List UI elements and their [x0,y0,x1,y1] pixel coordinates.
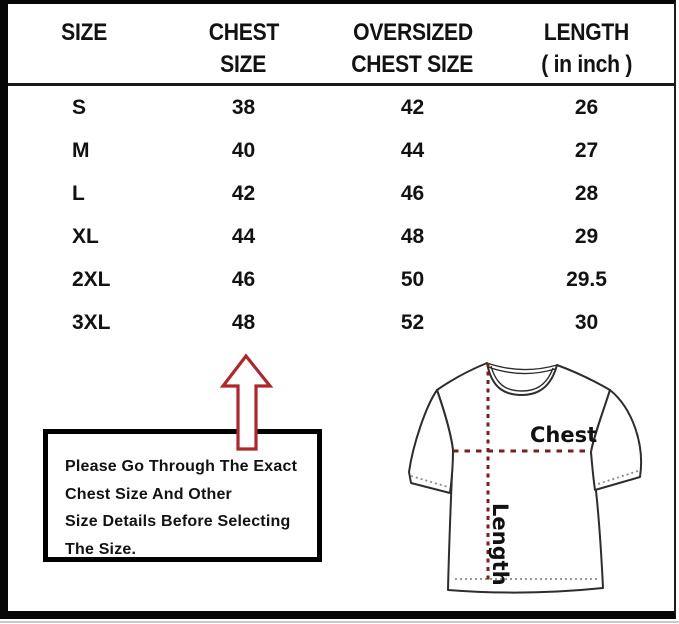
table-row [8,215,674,258]
header-chest-size [161,4,326,83]
table-row [8,86,674,129]
cell-length: 29.5 [566,267,607,291]
size-table [8,4,674,344]
header-oversized-line1: OVERSIZED [352,19,473,46]
chest-label: Chest [530,423,598,447]
tshirt-diagram [398,346,658,604]
header-oversized-line2: CHEST SIZE [351,51,474,78]
table-row [8,301,674,344]
table-header-row [8,4,674,83]
cell-length: 27 [574,138,599,162]
notice-line: Size Details Before Selecting [65,513,291,530]
length-label: Length [488,503,512,586]
header-size-line1: SIZE [61,19,108,46]
header-oversized-chest-size [326,4,499,83]
cell-size: 2XL [72,267,111,291]
cell-chest: 44 [231,224,256,248]
header-chest-line1: CHEST [208,19,279,46]
cell-length: 26 [574,95,599,119]
notice-line: Chest Size And Other [65,485,232,503]
cell-oversized: 44 [400,138,425,162]
header-length [499,4,674,83]
cell-chest: 46 [231,267,256,291]
cell-size: M [72,138,90,162]
table-row [8,258,674,301]
header-length-line1: LENGTH [543,19,630,46]
up-arrow-icon [219,353,275,453]
cell-size: XL [72,224,99,248]
cell-size: S [72,95,87,119]
header-length-line2: ( in inch ) [541,51,632,78]
tshirt-collar-back-band [487,363,557,374]
cell-chest: 42 [231,181,256,205]
cell-chest: 40 [231,138,256,162]
tshirt-body-outline [437,363,610,593]
cell-oversized: 42 [400,95,425,119]
cell-length: 28 [574,181,599,205]
cell-chest: 48 [231,310,256,334]
table-row [8,172,674,215]
notice-line: Please Go Through The Exact [65,458,298,475]
header-chest-line2: SIZE [220,51,267,78]
cell-length: 30 [574,310,599,334]
notice-line: The Size. [65,540,137,558]
cell-length: 29 [574,224,599,248]
notice-box [43,429,322,562]
cell-chest: 38 [231,95,256,119]
header-size [8,4,161,83]
cell-oversized: 48 [400,224,425,248]
cell-oversized: 52 [400,310,425,334]
cell-size: L [72,181,85,205]
bottom-gray-line [0,621,679,623]
table-row [8,129,674,172]
cell-oversized: 50 [400,267,425,291]
cell-size: 3XL [72,310,111,334]
cell-oversized: 46 [400,181,425,205]
